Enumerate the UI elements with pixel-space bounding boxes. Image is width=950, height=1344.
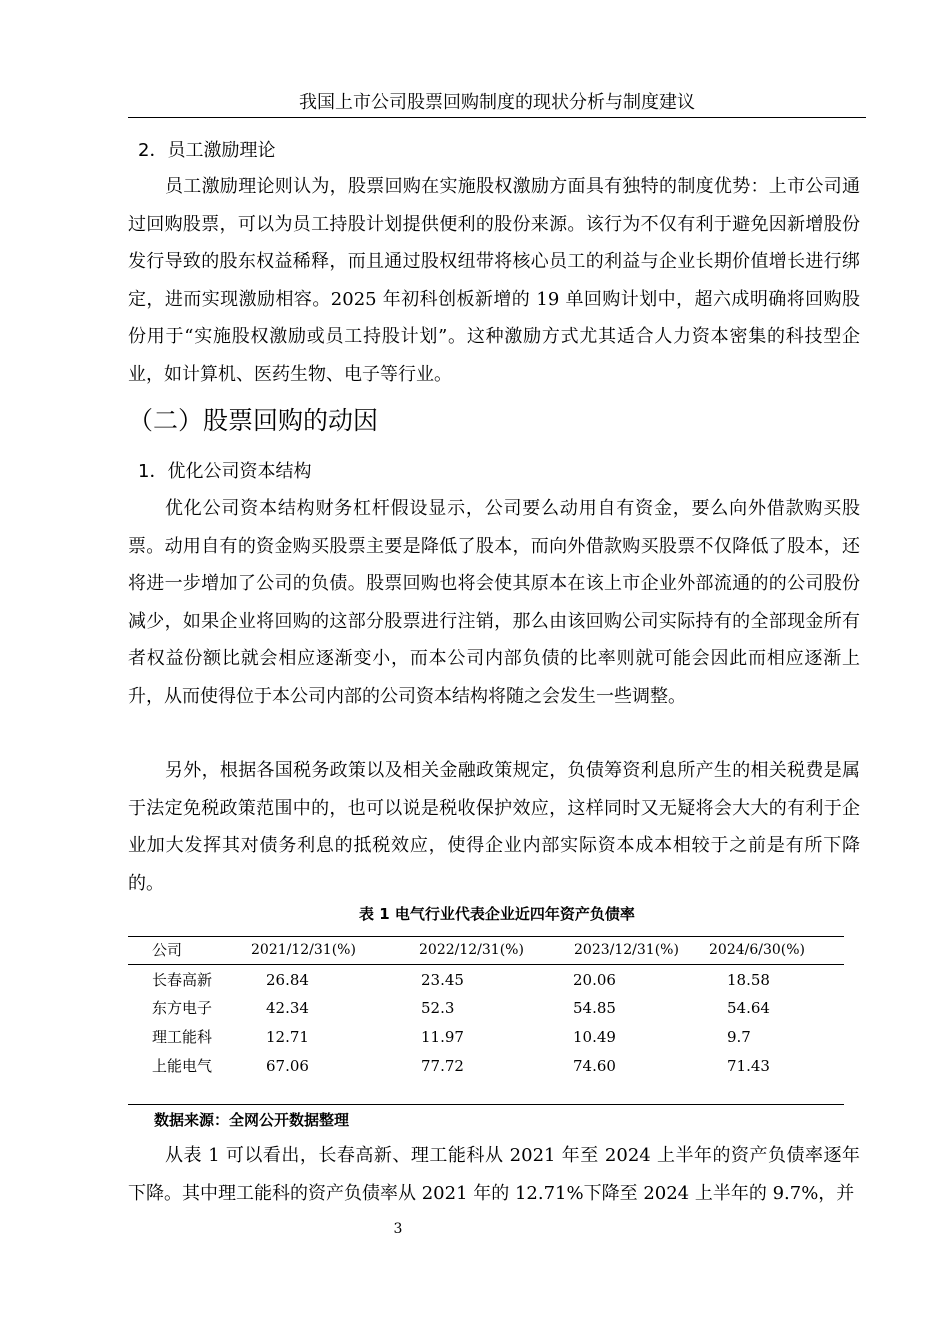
column-header-2024h1: 2024/6/30(%) [709, 942, 806, 958]
paragraph-capital-structure: 优化公司资本结构财务杠杆假设显示，公司要么动用自有资金，要么向外借款购买股票。动用自有的资金购买股票主要是降低了股本，而向外借款购买股票不仅降低了股本，还将进一步增加了公司的负债。股票回购也将会使其原本在该上市企业外部流通的的公司股份减少，如果企业将回购的这部分股票进行注销，那么由该回购公司实际持有的全部现金所有者权益份额比就会相应逐渐变小，而本公司内部负债的比率则就可能会因此而相应逐渐上升，从而使得位于本公司内部的公司资本结构将随之会发生一些调整。 [128, 498, 860, 707]
table-cell-value: 18.58 [727, 971, 770, 989]
paragraph-table-analysis: 从表 1 可以看出，长春高新、理工能科从 2021 年至 2024 上半年的资产负债率逐年下降。其中理工能科的资产负债率从 2021 年的 12.71%下降至 2024 上半年的 9.7%，并 [128, 1145, 860, 1204]
chapter-heading-buyback-motives: （二）股票回购的动因 [128, 406, 379, 435]
table-cell-value: 11.97 [421, 1028, 464, 1046]
table-cell-value: 26.84 [266, 971, 309, 989]
table-cell-value: 12.71 [266, 1028, 309, 1046]
column-header-company: 公司 [152, 941, 183, 959]
table-cell-company: 理工能科 [152, 1028, 213, 1046]
column-header-2023: 2023/12/31(%) [574, 942, 679, 958]
section-heading-employee-incentive: 2．员工激励理论 [138, 140, 276, 161]
column-header-2022: 2022/12/31(%) [419, 942, 524, 958]
table-cell-value: 42.34 [266, 999, 309, 1017]
section-heading-capital-structure: 1．优化公司资本结构 [138, 461, 312, 482]
table-cell-value: 23.45 [421, 971, 464, 989]
table-cell-value: 10.49 [573, 1028, 616, 1046]
paragraph-tax-shield: 另外，根据各国税务政策以及相关金融政策规定，负债筹资利息所产生的相关税费是属于法定免税政策范围中的，也可以说是税收保护效应，这样同时又无疑将会大大的有利于企业加大发挥其对债务利息的抵税效应，使得企业内部实际资本成本相较于之前是有所下降的。 [128, 760, 860, 894]
table-cell-value: 54.64 [727, 999, 770, 1017]
table-bottom-rule [128, 1104, 844, 1105]
table-header-rule [128, 964, 844, 965]
table-source-note: 数据来源：全网公开数据整理 [154, 1111, 350, 1129]
table-cell-value: 71.43 [727, 1057, 770, 1075]
column-header-2021: 2021/12/31(%) [251, 942, 356, 958]
running-header: 我国上市公司股票回购制度的现状分析与制度建议 [299, 92, 695, 113]
table-cell-value: 20.06 [573, 971, 616, 989]
table-cell-value: 74.60 [573, 1057, 616, 1075]
table-cell-value: 67.06 [266, 1057, 309, 1075]
table-cell-company: 长春高新 [152, 971, 213, 989]
page-number: 3 [393, 1221, 403, 1237]
table-cell-value: 9.7 [727, 1028, 751, 1046]
table-cell-company: 东方电子 [152, 999, 213, 1017]
table-top-rule [128, 936, 844, 937]
table-cell-value: 52.3 [421, 999, 455, 1017]
table-caption: 表 1 电气行业代表企业近四年资产负债率 [359, 905, 635, 923]
paragraph-employee-incentive: 员工激励理论则认为，股票回购在实施股权激励方面具有独特的制度优势：上市公司通过回购股票，可以为员工持股计划提供便利的股份来源。该行为不仅有利于避免因新增股份发行导致的股东权益稀释，而且通过股权纽带将核心员工的利益与企业长期价值增长进行绑定，进而实现激励相容。2025 年初科创板新增的 19 单回购计划中，超六成明确将回购股份用于“实施股权激励或员工持股计划”。这种激励方式尤其适合人力资本密集的科技型企业，如计算机、医药生物、电子等行业。 [128, 176, 860, 385]
table-cell-value: 54.85 [573, 999, 616, 1017]
header-rule [128, 117, 866, 118]
table-cell-company: 上能电气 [152, 1057, 213, 1075]
table-cell-value: 77.72 [421, 1057, 464, 1075]
